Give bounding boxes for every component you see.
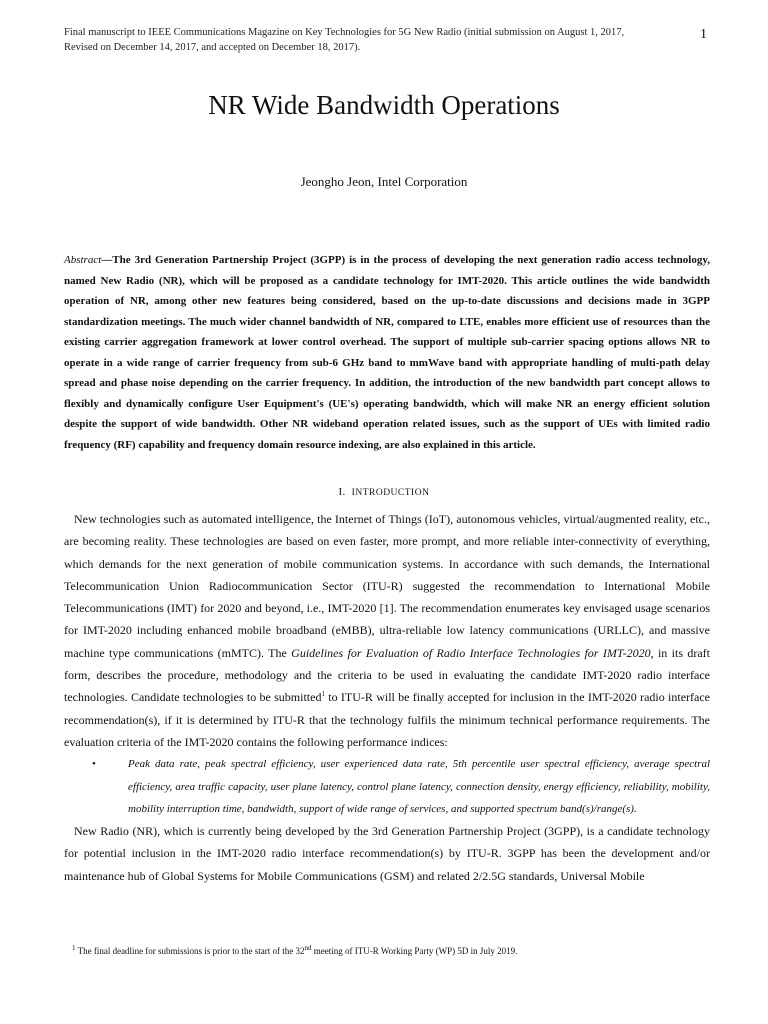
list-item (64, 753, 710, 820)
section-title: INTRODUCTION (351, 488, 430, 498)
footnote-text-b: meeting of ITU-R Working Party (WP) 5D in July 2019. (311, 946, 518, 956)
footnote-ordinal: nd (304, 944, 312, 952)
header-line-2: Revised on December 14, 2017, and accepted on December 18, 2017). (64, 42, 361, 53)
abstract-label: Abstract (64, 254, 102, 266)
paper-title: NR Wide Bandwidth Operations (208, 90, 560, 120)
author-line: Jeongho Jeon, Intel Corporation (300, 174, 468, 189)
paragraph-2: New Radio (NR), which is currently being developed by the 3rd Generation Partnership Project (3GPP), is a candidate technology for potential inclusion in the IMT-2020 radio interface recommendation(s) by ITU-R. 3GPP has been the development and/or maintenance hub of Global Systems for Mobile Communications (GSM) and related 2/2.5G standards, Universal Mobile (64, 824, 710, 883)
manuscript-header (64, 25, 664, 55)
paragraph-1-part-a: New technologies such as automated intelligence, the Internet of Things (IoT), autonomous vehicles, virtual/augmented reality, etc., are becoming reality. These technologies are based on even faster, more prompt, and more reliable inter-connectivity of everything, which demands for the next generation of mobile communication systems. In accordance with such demands, the International Telecommunication Union Radiocommunication Sector (ITU-R) suggested the recommendation to International Mobile Telecommunications (IMT) for 2020 and beyond, i.e., IMT-2020 [1]. The recommendation enumerates key envisaged usage scenarios for IMT-2020 including enhanced mobile broadband (eMBB), ultra-reliable low latency communications (URLLC), and massive machine type communications (mMTC). The (64, 512, 710, 660)
abstract-text: The 3rd Generation Partnership Project (3GPP) is in the process of developing the next generation radio access technology, named New Radio (NR), which will be proposed as a candidate technology for IMT-2020. This article outlines the wide bandwidth operation of NR, among other new features being considered, based on the up-to-date discussions and decisions made in 3GPP standardization meetings. The much wider channel bandwidth of NR, compared to LTE, enables more efficient use of resources than the existing carrier aggregation framework at lower control overhead. The support of multiple sub-carrier spacing options allows NR to operate in a wide range of carrier frequency from sub-6 GHz band to mmWave band with appropriate handling of multi-path delay spread and phase noise depending on the carrier frequency. In addition, the introduction of the new bandwidth part concept allows to flexibly and dynamically configure User Equipment's (UE's) operating bandwidth, which will make NR an energy efficient solution despite the support of wide bandwidth. Other NR wideband operation related issues, such as the support of UEs with limited radio frequency (RF) capability and frequency domain resource indexing, are also explained in this article. (64, 254, 710, 451)
abstract (64, 250, 710, 455)
footnote-ref[interactable]: 1 (321, 690, 325, 699)
paragraph-1 (64, 508, 710, 753)
paragraph-1-part-c: to ITU-R will be finally accepted for inclusion in the IMT-2020 radio interface recommendation(s), if it is determined by ITU-R that the technology fulfils the minimum technical performance requirements. The evaluation criteria of the IMT-2020 contains the following performance indices: (64, 690, 711, 749)
guidelines-title: Guidelines for Evaluation of Radio Interface Technologies for IMT-2020 (291, 645, 651, 660)
body-text (64, 508, 710, 887)
bullet-icon: • (92, 758, 96, 771)
paragraph-1-part-b: , in its draft form, describes the procedure, methodology and the criteria to be used in evaluating the candidate IMT-2020 radio interface technologies. Candidate technologies to be submitted (64, 645, 710, 705)
abstract-dash: — (101, 254, 113, 266)
section-heading (0, 486, 768, 498)
header-line-1: Final manuscript to IEEE Communications Magazine on Key Technologies for 5G New Radio (initial submission on August 1, 2017, (64, 27, 625, 38)
bullet-text: Peak data rate, peak spectral efficiency, user experienced data rate, 5th percentile user spectral efficiency, average spectral efficiency, area traffic capacity, user plane latency, control plane latency, connection density, energy efficiency, reliability, mobility, mobility interruption time, bandwidth, support of wide range of services, and supported spectrum band(s)/range(s). (128, 758, 710, 815)
footnote (72, 946, 692, 956)
footnote-mark: 1 (72, 944, 76, 952)
section-number: I. (338, 486, 346, 498)
footnote-text-a: The final deadline for submissions is prior to the start of the 32 (75, 946, 305, 956)
page-number: 1 (700, 27, 707, 42)
